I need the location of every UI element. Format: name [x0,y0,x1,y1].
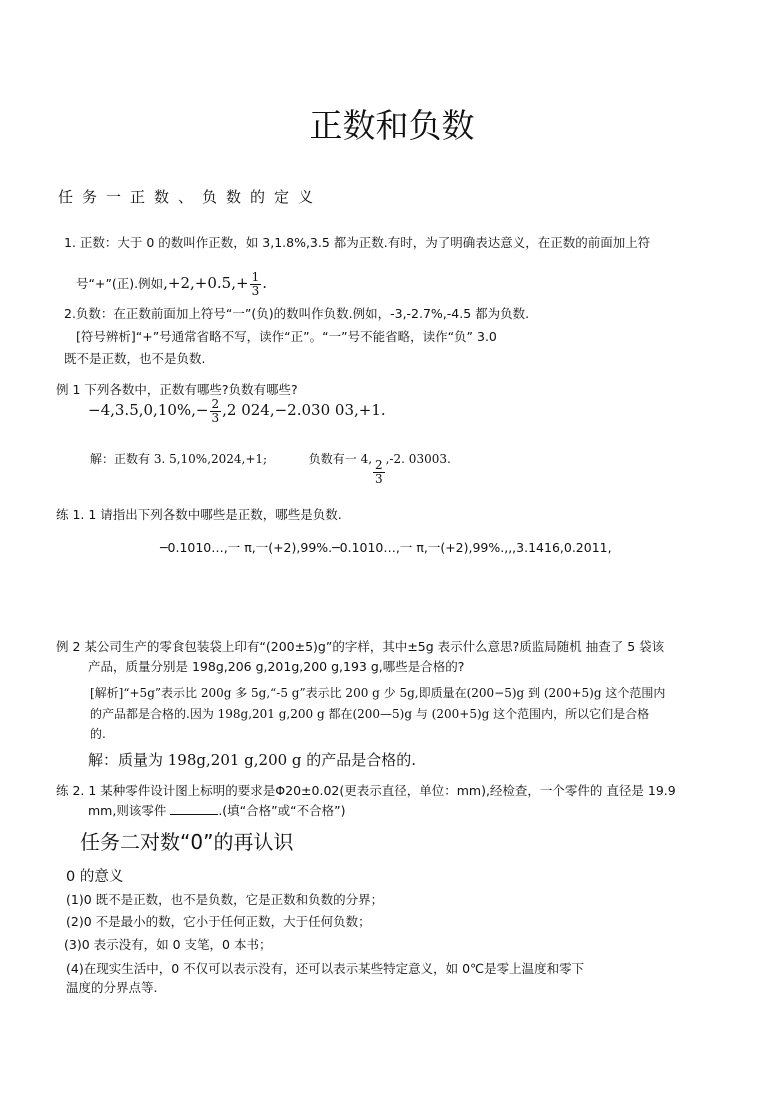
zero-meaning-item-1: (1)0 既不是正数，也不是负数，它是正数和负数的分界； [66,892,384,907]
example2-line2: 产品，质量分别是 198g,206 g,201g,200 g,193 g,哪些是合格的? [88,659,465,674]
example1-answer-end: ,-2. 03003. [385,452,451,466]
practice2-line2-end: .(填“合格”或“不合格”) [218,803,346,818]
example1-math-a: −4,3.5,0,10%,− [88,401,209,419]
task2-subheading: 0 的意义 [66,869,124,885]
example1-answer [90,450,451,486]
positive-example-end: . [262,274,267,292]
example1-question: 例 1 下列各数中，正数有哪些?负数有哪些? [56,382,298,397]
task1-heading: 任务一正数、负数的定义 [58,188,323,206]
zero-meaning-item-2: (2)0 不是最小的数，它小于任何正数，大于任何负数； [66,914,371,929]
example2-analysis-line2: 的产品都是合格的.因为 198g,201 g,200 g 都在(200—5)g 与 (200+5)g 这个范围内，所以它们是合格 [90,707,650,721]
practice1-numbers: ─0.1010…,一 π,一(+2),99%.─0.1010…,一 π,一(+2),99%.,,,3.1416,0.2011, [160,540,612,555]
fraction-denominator: 3 [211,411,220,425]
practice2-line2 [88,801,345,819]
example2-answer: 解：质量为 198g,201 g,200 g 的产品是合格的. [88,751,417,769]
zero-meaning-item-3: (3)0 表示没有，如 0 支笔，0 本书； [64,937,272,952]
symbol-note: [符号辨析]“+”号通常省略不写，读作“正”。“一”号不能省略，读作“负” 3.0 [76,329,497,344]
fraction-denominator: 3 [375,472,383,486]
practice2-line1: 练 2. 1 某种零件设计图上标明的要求是Φ20±0.02(更表示直径，单位：mm),经检查，一个零件的 直径是 19.9 [56,783,676,798]
positive-definition: 1. 正数：大于 0 的数叫作正数，如 3,1.8%,3.5 都为正数.有时，为了明确表达意义，在正数的前面加上符 [64,235,651,250]
example1-fraction [210,398,222,425]
practice1-question: 练 1. 1 请指出下列各数中哪些是正数，哪些是负数. [56,507,342,522]
answer-blank[interactable] [170,803,218,815]
page-title: 正数和负数 [309,106,475,145]
fraction-numerator: 2 [211,397,220,411]
positive-example-prefix: 号“+”(正).例如 [76,276,164,291]
practice2-line2-start: mm,则该零件 [88,803,167,818]
zero-meaning-item-4-cont: 温度的分界点等. [66,980,158,995]
example2-line1: 例 2 某公司生产的零食包装袋上印有“(200±5)g”的字样，其中±5g 表示什么意思?质监局随机 抽查了 5 袋该 [56,639,665,654]
positive-example-fraction [250,271,262,298]
positive-example-math: ,+2,+0.5,+ [163,274,249,292]
fraction-denominator: 3 [251,284,260,298]
example2-analysis-line3: 的. [90,727,106,741]
example2-analysis-line1: [解析]“+5g”表示比 200g 多 5g,“-5 g”表示比 200 g 少 5g,即质量在(200−5)g 到 (200+5)g 这个范围内 [90,686,666,700]
symbol-note-cont: 既不是正数，也不是负数. [64,351,206,366]
positive-example-line [76,260,267,298]
zero-meaning-item-4: (4)在现实生活中，0 不仅可以表示没有，还可以表示某些特定意义，如 0℃是零上温度和零下 [66,961,585,976]
example1-math-b: ,2 024,−2.030 03,+1. [222,401,386,419]
example1-answer-negative: 负数有一 4, [308,452,373,466]
fraction-numerator: 2 [375,458,383,472]
negative-definition: 2.负数：在正数前面加上符号“一”(负)的数叫作负数.例如，-3,-2.7%,-4.5 都为负数. [64,306,530,321]
fraction-numerator: 1 [251,270,260,284]
example1-answer-positive: 解：正数有 3. 5,10%,2024,+1; [90,452,268,466]
example1-answer-fraction [373,459,385,486]
example1-numbers [88,398,386,425]
task2-heading: 任务二对数“0”的再认识 [80,830,294,854]
